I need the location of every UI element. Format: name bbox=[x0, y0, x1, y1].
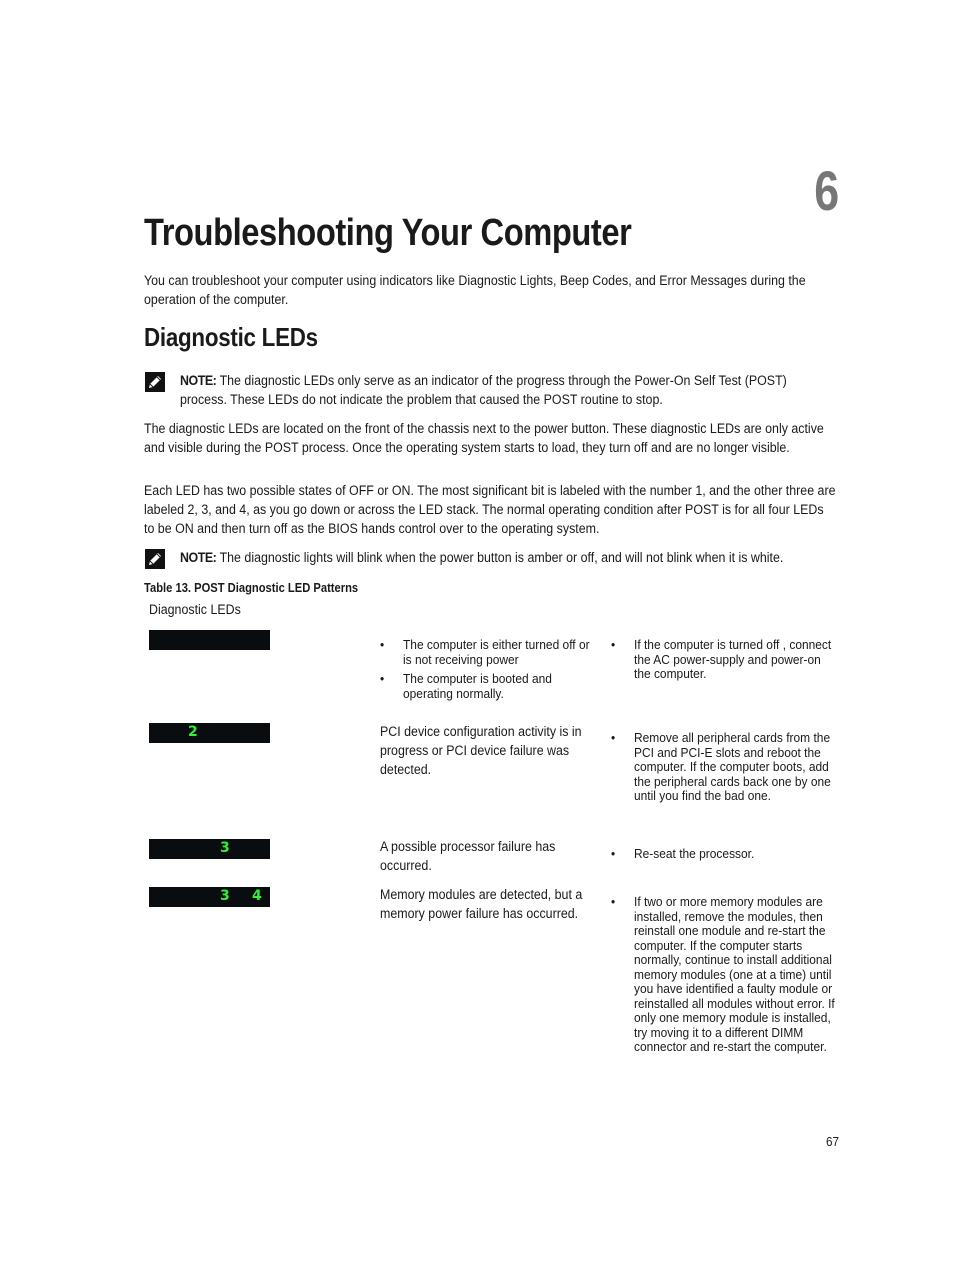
note-text: The diagnostic lights will blink when the power button is amber or off, and will not blink when it is white. bbox=[216, 550, 784, 565]
problem-description: A possible processor failure has occurred. bbox=[380, 839, 556, 873]
troubleshooting-steps bbox=[611, 731, 836, 809]
column-header-diagnostic-leds: Diagnostic LEDs bbox=[149, 602, 241, 617]
note-1 bbox=[180, 371, 824, 409]
led-4: 4 bbox=[252, 888, 262, 904]
problem-description: PCI device configuration activity is in progress or PCI device failure was detected. bbox=[380, 724, 582, 777]
problem-description: Memory modules are detected, but a memory power failure has occurred. bbox=[380, 887, 583, 921]
chapter-number: 6 bbox=[814, 159, 839, 222]
list-item: • Re-seat the processor. bbox=[611, 847, 836, 862]
section-title: Diagnostic LEDs bbox=[144, 322, 318, 352]
page-number: 67 bbox=[826, 1134, 840, 1149]
list-item: • If two or more memory modules are installed, remove the modules, then reinstall one module and re-start the computer. If the computer starts normally, continue to install additional memory modules (one at a time) until you have identified a faulty module or reinstalled all modules without error. If only one memory module is installed, try moving it to a different DIMM connector and re-start the computer. bbox=[611, 895, 836, 1055]
list-item: • If the computer is turned off , connect the AC power-supply and power-on the computer. bbox=[611, 638, 836, 682]
table-caption: Table 13. POST Diagnostic LED Patterns bbox=[144, 580, 359, 595]
led-panel bbox=[149, 723, 270, 743]
list-item: • Remove all peripheral cards from the PCI and PCI-E slots and reboot the computer. If the computer boots, add the peripheral cards back one by one until you find the bad one. bbox=[611, 731, 836, 804]
pencil-note-icon bbox=[145, 372, 165, 392]
led-panel bbox=[149, 630, 270, 650]
led-3: 3 bbox=[220, 888, 230, 904]
note-text: The diagnostic LEDs only serve as an indicator of the progress through the Power-On Self Test (POST) process. These LEDs do not indicate the problem that caused the POST routine to stop. bbox=[180, 373, 787, 407]
led-2: 2 bbox=[188, 724, 198, 740]
troubleshooting-steps bbox=[611, 638, 836, 687]
note-label: NOTE: bbox=[180, 550, 217, 565]
led-panel bbox=[149, 887, 270, 907]
pencil-note-icon bbox=[145, 549, 165, 569]
troubleshooting-steps bbox=[611, 847, 836, 867]
problem-list bbox=[380, 638, 596, 706]
page-title: Troubleshooting Your Computer bbox=[144, 212, 632, 254]
note-label: NOTE: bbox=[180, 373, 217, 388]
intro-paragraph: You can troubleshoot your computer using indicators like Diagnostic Lights, Beep Codes, and Error Messages during the operation of the computer. bbox=[144, 273, 806, 307]
led-3: 3 bbox=[220, 840, 230, 856]
note-2 bbox=[180, 548, 842, 567]
list-item: • The computer is booted and operating normally. bbox=[380, 672, 596, 701]
list-item: • The computer is either turned off or is not receiving power bbox=[380, 638, 596, 667]
led-states-paragraph: Each LED has two possible states of OFF or ON. The most significant bit is labeled with the number 1, and the other three are labeled 2, 3, and 4, as you go down or across the LED stack. The normal operating condition after POST is for all four LEDs to be ON and then turn off as the BIOS hands control over to the operating system. bbox=[144, 483, 836, 536]
troubleshooting-steps bbox=[611, 895, 836, 1060]
led-panel bbox=[149, 839, 270, 859]
led-location-paragraph: The diagnostic LEDs are located on the front of the chassis next to the power button. These diagnostic LEDs are only active and visible during the POST process. Once the operating system starts to load, they turn off and are no longer visible. bbox=[144, 421, 824, 455]
